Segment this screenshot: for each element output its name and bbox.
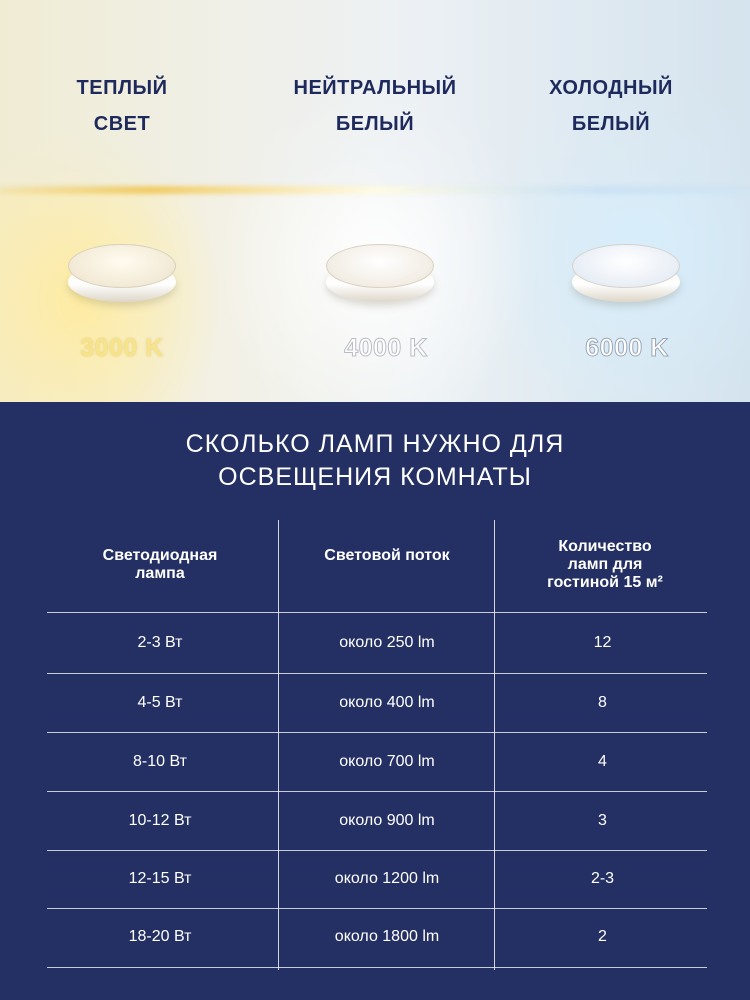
neutral-title-line1: НЕЙТРАЛЬНЫЙ (293, 77, 457, 99)
column-divider (278, 520, 279, 970)
cold-temperature-label: 6000 K (585, 334, 669, 362)
header-luminous-flux: Световой поток (324, 547, 450, 564)
section-title-line2: ОСВЕЩЕНИЯ КОМНАТЫ (218, 463, 532, 491)
warm-lamp-image (68, 244, 176, 302)
cell-flux: около 250 lm (339, 634, 435, 651)
lamp-count-section (0, 402, 750, 1000)
warm-title-line1: ТЕПЛЫЙ (76, 77, 168, 99)
cell-count: 12 (593, 634, 612, 651)
cell-power: 4-5 Вт (137, 694, 183, 711)
cell-flux: около 700 lm (339, 753, 435, 770)
cell-power: 18-20 Вт (128, 928, 192, 945)
header-led-lamp: Светодиодная лампа (102, 547, 218, 582)
row-divider (47, 967, 707, 968)
cell-flux: около 1800 lm (334, 928, 440, 945)
cell-count: 4 (598, 753, 607, 770)
neutral-title-line2: БЕЛЫЙ (335, 113, 415, 135)
neutral-temperature-label: 4000 K (344, 334, 428, 362)
warm-light-title (2, 70, 242, 142)
column-divider (494, 520, 495, 970)
cell-count: 3 (598, 812, 607, 829)
cell-flux: около 900 lm (339, 812, 435, 829)
cell-power: 10-12 Вт (128, 812, 192, 829)
cell-power: 8-10 Вт (133, 753, 187, 770)
cold-light-title (491, 70, 731, 142)
section-title-line1: СКОЛЬКО ЛАМП НУЖНО ДЛЯ (185, 430, 565, 458)
cell-count: 8 (598, 694, 607, 711)
warm-temperature-label: 3000 K (80, 334, 164, 362)
cold-title-line2: БЕЛЫЙ (571, 113, 651, 135)
cell-power: 2-3 Вт (137, 634, 183, 651)
cold-title-line1: ХОЛОДНЫЙ (549, 77, 673, 99)
header-lamp-count: Количество ламп для гостиной 15 м² (547, 538, 663, 591)
color-temperature-banner (0, 0, 750, 402)
cold-lamp-image (572, 244, 680, 302)
warm-title-line2: СВЕТ (93, 113, 151, 135)
cell-flux: около 400 lm (339, 694, 435, 711)
cell-power: 12-15 Вт (128, 870, 192, 887)
cell-count: 2-3 (590, 870, 615, 887)
cell-count: 2 (598, 928, 607, 945)
neutral-lamp-image (326, 244, 434, 302)
section-title (0, 428, 750, 494)
row-divider (47, 612, 707, 613)
neutral-light-title (255, 70, 495, 142)
glow-divider (0, 186, 750, 194)
cell-flux: около 1200 lm (334, 870, 440, 887)
